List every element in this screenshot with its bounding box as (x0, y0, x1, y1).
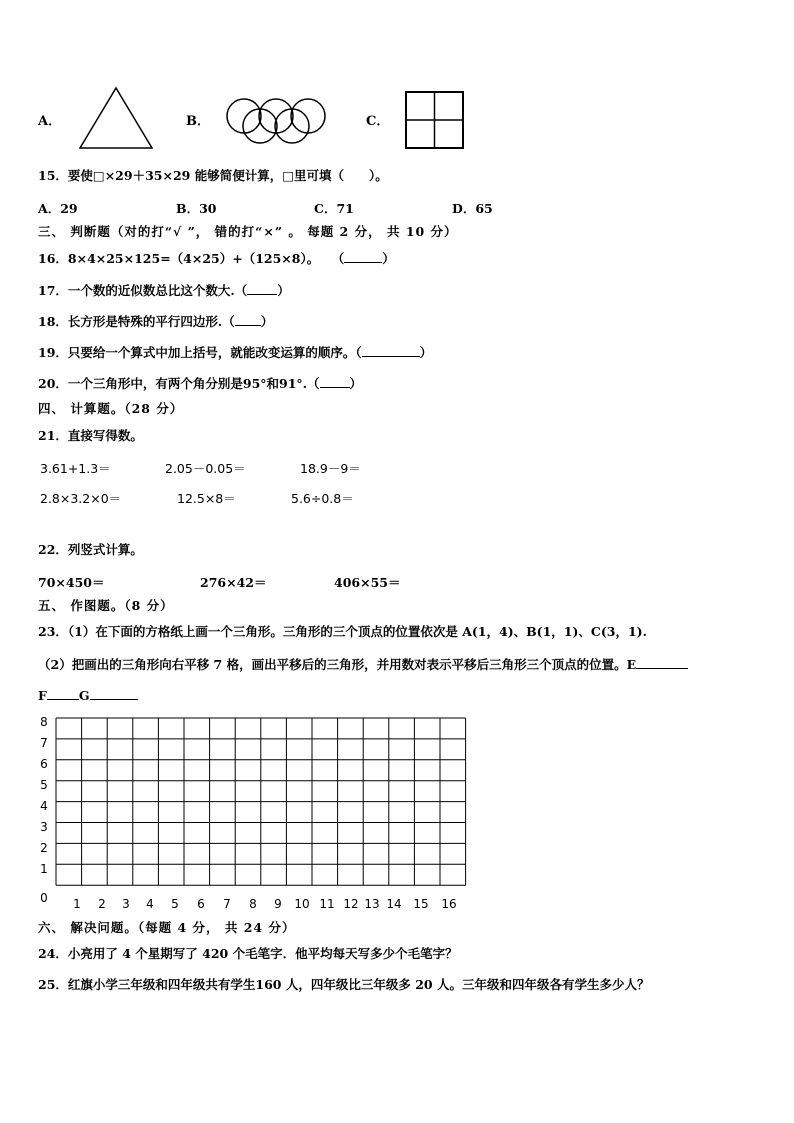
x-label-6: 6 (197, 897, 205, 911)
triangle-figure (78, 86, 154, 150)
q21-expr-2: 2.05－0.05＝ (165, 461, 246, 476)
y-label-4: 4 (40, 799, 48, 813)
olympic-rings-figure (224, 96, 330, 146)
x-label-10: 10 (294, 897, 310, 911)
x-label-9: 9 (274, 897, 282, 911)
x-label-13: 13 (364, 897, 380, 911)
x-label-15: 15 (413, 897, 429, 911)
q18: 18．长方形是特殊的平行四边形.（ ） (38, 314, 274, 329)
x-label-7: 7 (223, 897, 231, 911)
grid-paper[interactable] (30, 712, 480, 916)
q23-part2: （2）把画出的三角形向右平移 7 格，画出平移后的三角形，并用数对表示平移后三角形三个顶点的位置。E (38, 656, 688, 673)
q20-answer-blank[interactable] (320, 375, 350, 388)
q15-option-a: A．29 (38, 201, 78, 216)
vertex-f-blank[interactable] (47, 687, 79, 700)
q21-expr-5: 12.5×8＝ (177, 491, 236, 506)
x-label-2: 2 (98, 897, 106, 911)
y-label-6: 6 (40, 757, 48, 771)
q17-answer-blank[interactable] (247, 282, 277, 295)
q16: 16．8×4×25×125=（4×25）+（125×8）。 （ ） (38, 251, 395, 266)
q15-stem: 15．要使□×29＋35×29 能够简便计算，□里可填（ ）。 (38, 168, 388, 183)
x-label-5: 5 (171, 897, 179, 911)
q19: 19．只要给一个算式中加上括号，就能改变运算的顺序。（ ） (38, 345, 433, 360)
q21-expr-3: 18.9－9＝ (300, 461, 361, 476)
q25-text: 25．红旗小学三年级和四年级共有学生160 人，四年级比三年级多 20 人。三年级和四年级各有学生多少人？ (38, 977, 650, 992)
vertex-g-blank[interactable] (90, 687, 138, 700)
x-label-8: 8 (249, 897, 257, 911)
q21-expr-6: 5.6÷0.8＝ (291, 491, 354, 506)
q22-title: 22．列竖式计算。 (38, 542, 143, 557)
y-label-0: 0 (40, 891, 48, 905)
q18-answer-blank[interactable] (235, 313, 261, 326)
x-axis-labels (73, 897, 456, 911)
q21-expr-1: 3.61+1.3＝ (40, 461, 111, 476)
q24-text: 24．小亮用了 4 个星期写了 420 个毛笔字．他平均每天写多少个毛笔字？ (38, 946, 458, 961)
q22-item-1: 70×450＝ (38, 575, 105, 590)
y-label-3: 3 (40, 820, 48, 834)
q16-answer-blank[interactable] (344, 250, 382, 263)
q15-option-b: B．30 (176, 201, 217, 216)
y-label-2: 2 (40, 841, 48, 855)
q20: 20．一个三角形中，有两个角分别是95°和91°.（ ） (38, 376, 363, 391)
option-b-label: B． (186, 114, 210, 129)
q22-item-2: 276×42＝ (200, 575, 267, 590)
option-c-label: C． (366, 114, 390, 129)
y-label-1: 1 (40, 862, 48, 876)
y-axis-labels (40, 715, 48, 905)
option-a-label: A． (38, 114, 62, 129)
y-label-8: 8 (40, 715, 48, 729)
q22-item-3: 406×55＝ (334, 575, 401, 590)
y-label-7: 7 (40, 736, 48, 750)
x-label-3: 3 (122, 897, 130, 911)
q21-title: 21．直接写得数。 (38, 428, 143, 443)
q23-part1: 23．（1）在下面的方格纸上画一个三角形。三角形的三个顶点的位置依次是 A(1，4)、B(1，1)、C(3，1). (38, 624, 647, 639)
vertex-e-blank[interactable] (636, 656, 688, 669)
grid-lines (56, 718, 466, 885)
section3-title: 三、 判断题（对的打“√ ”， 错的打“×” 。 每题 2 分， 共 10 分） (38, 224, 458, 239)
x-label-14: 14 (386, 897, 402, 911)
q19-answer-blank[interactable] (362, 344, 420, 357)
x-label-16: 16 (441, 897, 457, 911)
q21-expr-4: 2.8×3.2×0＝ (40, 491, 122, 506)
section4-title: 四、 计算题。（28 分） (38, 401, 184, 416)
q15-option-c: C．71 (314, 201, 354, 216)
x-label-4: 4 (146, 897, 154, 911)
x-label-11: 11 (319, 897, 335, 911)
x-label-12: 12 (343, 897, 359, 911)
q15-option-d: D．65 (452, 201, 493, 216)
section5-title: 五、 作图题。（8 分） (38, 598, 174, 613)
x-label-1: 1 (73, 897, 81, 911)
square-grid-figure (404, 90, 466, 150)
q23-fg-line: F G (38, 687, 138, 704)
y-label-5: 5 (40, 778, 48, 792)
section6-title: 六、 解决问题。（每题 4 分， 共 24 分） (38, 920, 296, 935)
q17: 17．一个数的近似数总比这个数大.（ ） (38, 283, 290, 298)
